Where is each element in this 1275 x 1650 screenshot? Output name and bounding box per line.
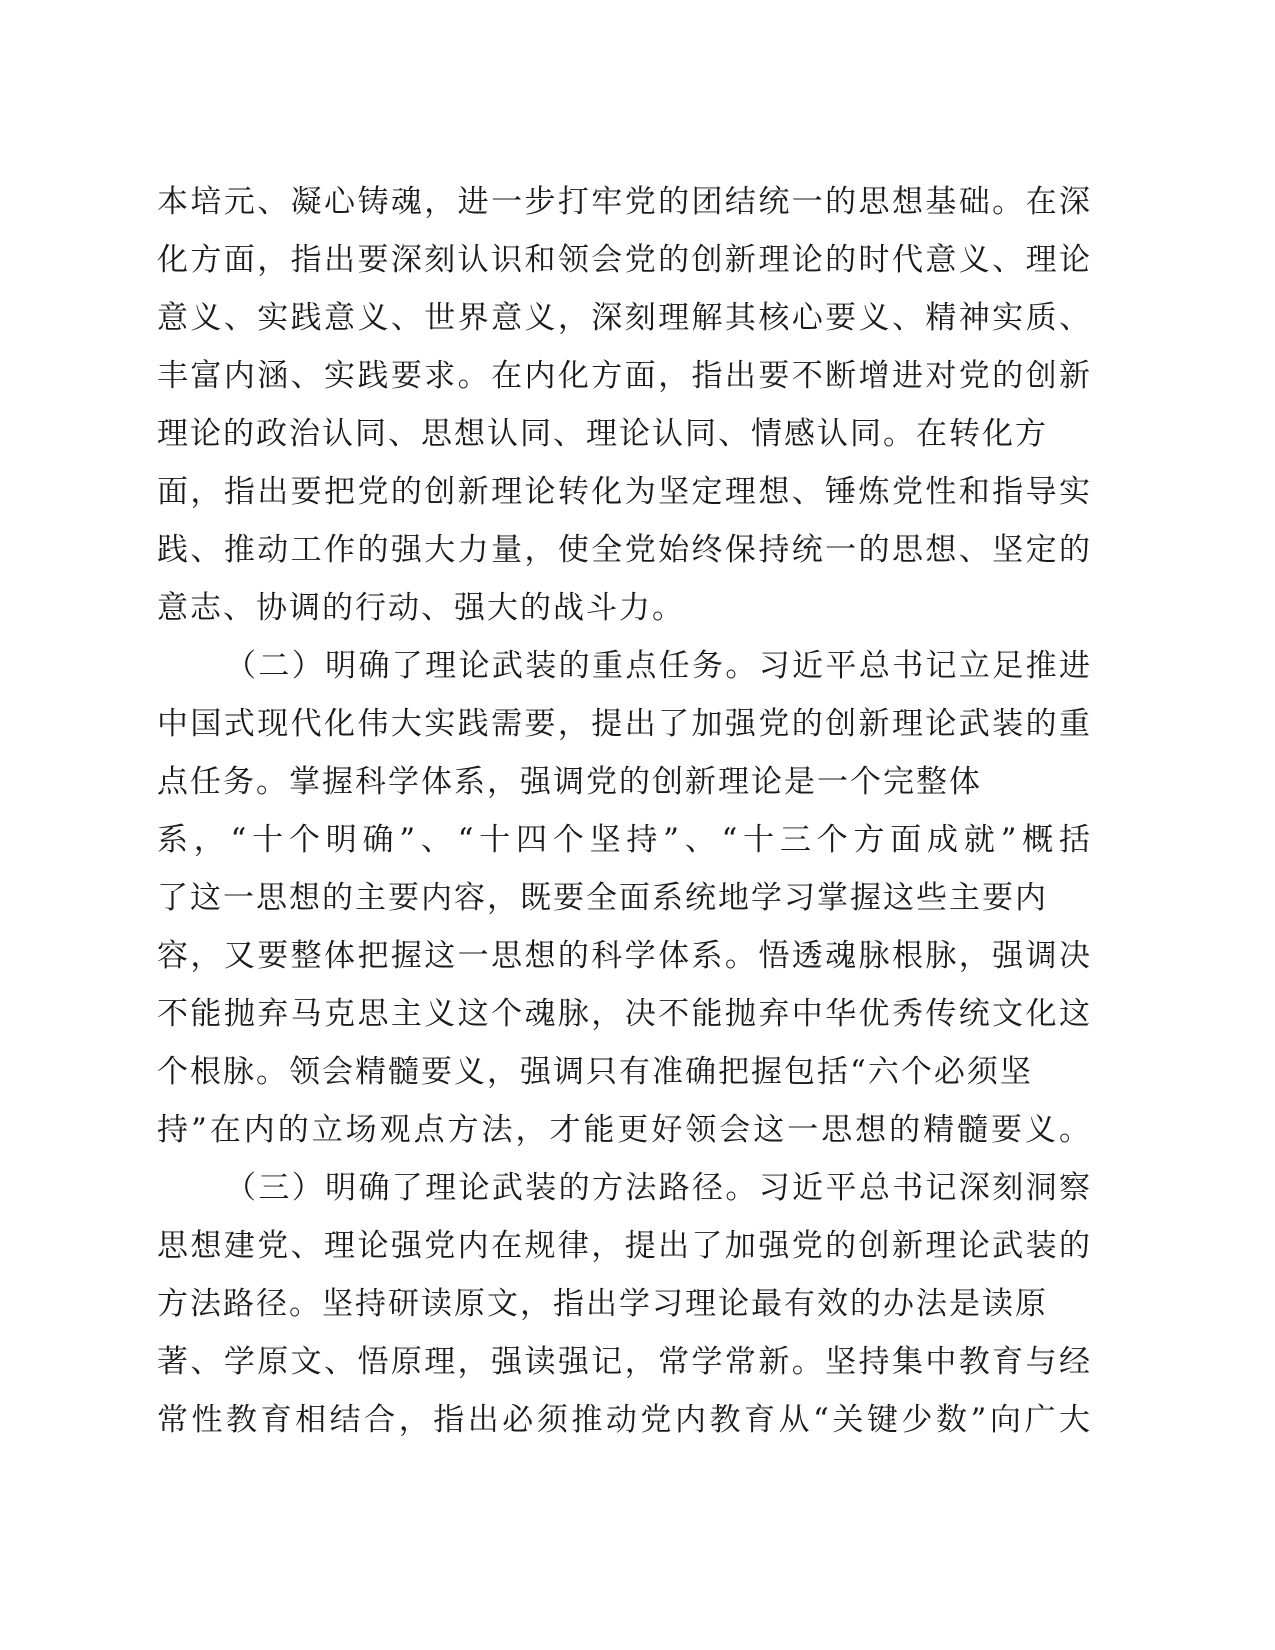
text-line: 丰富内涵、实践要求。在内化方面，指出要不断增进对党的创新 [157,358,1090,394]
text-line: 面，指出要把党的创新理论转化为坚定理想、锤炼党性和指导实 [157,474,1090,510]
text-line: 容，又要整体把握这一思想的科学体系。悟透魂脉根脉，强调决 [157,938,1090,974]
section-heading-line: （二）明确了理论武装的重点任务。习近平总书记立足推进 [225,648,1090,684]
section-heading-line: （三）明确了理论武装的方法路径。习近平总书记深刻洞察 [225,1170,1090,1206]
text-line: 理论的政治认同、思想认同、理论认同、情感认同。在转化方 [157,416,1048,452]
text-line: 践、推动工作的强大力量，使全党始终保持统一的思想、坚定的 [157,532,1090,568]
text-line: 常性教育相结合，指出必须推动党内教育从“关键少数”向广大 [157,1402,1090,1438]
text-line: 意义、实践意义、世界意义，深刻理解其核心要义、精神实质、 [157,300,1090,336]
text-line: 不能抛弃马克思主义这个魂脉，决不能抛弃中华优秀传统文化这 [157,996,1090,1032]
text-line: 中国式现代化伟大实践需要，提出了加强党的创新理论武装的重 [157,706,1090,742]
text-line: 方法路径。坚持研读原文，指出学习理论最有效的办法是读原 [157,1286,1048,1322]
text-line: 了这一思想的主要内容，既要全面系统地学习掌握这些主要内 [157,880,1048,916]
text-line: 个根脉。领会精髓要义，强调只有准确把握包括“六个必须坚 [157,1054,1033,1090]
text-line: 本培元、凝心铸魂，进一步打牢党的团结统一的思想基础。在深 [157,184,1090,220]
text-line: 思想建党、理论强党内在规律，提出了加强党的创新理论武装的 [157,1228,1090,1264]
text-line: 点任务。掌握科学体系，强调党的创新理论是一个完整体 [157,764,982,800]
text-line: 著、学原文、悟原理，强读强记，常学常新。坚持集中教育与经 [157,1344,1090,1380]
text-line: 系，“十个明确”、“十四个坚持”、“十三个方面成就”概括 [157,822,1090,858]
paragraph-end-line: 意志、协调的行动、强大的战斗力。 [157,590,685,626]
text-line: 化方面，指出要深刻认识和领会党的创新理论的时代意义、理论 [157,242,1090,278]
paragraph-end-line: 持”在内的立场观点方法，才能更好领会这一思想的精髓要义。 [157,1112,1090,1148]
